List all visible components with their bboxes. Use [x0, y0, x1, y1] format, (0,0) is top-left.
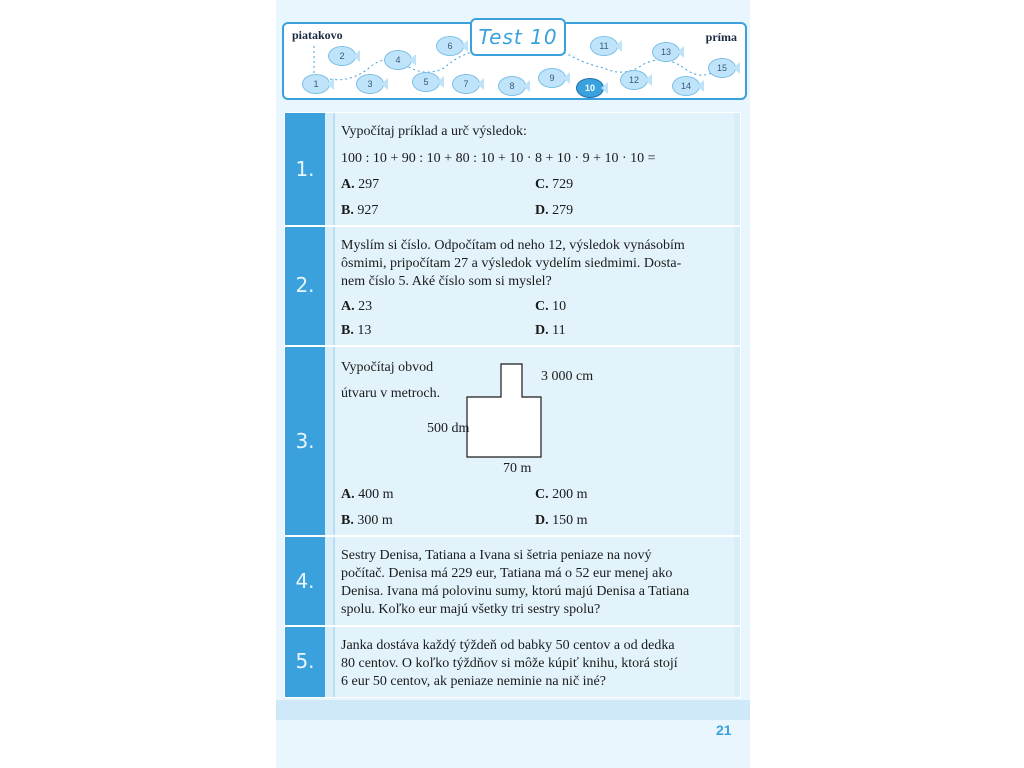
question-5 [284, 626, 741, 698]
test-progress-banner [282, 22, 747, 100]
question-1 [284, 112, 741, 226]
footer-bar [276, 700, 750, 720]
answer-b: B. 300 m [341, 513, 393, 528]
question-text-line: útvaru v metroch. [341, 386, 441, 401]
step-fish-1: 1 [302, 74, 334, 94]
step-fish-7: 7 [452, 74, 484, 94]
test-title: Test 10 [470, 18, 566, 56]
level-right-label: príma [705, 30, 737, 44]
question-text-line: Denisa. Ivana má polovinu sumy, ktorú majú Denisa a Tatiana [341, 584, 690, 599]
step-fish-10-current: 10 [576, 78, 608, 98]
step-fish-3: 3 [356, 74, 388, 94]
question-text-line: počítač. Denisa má 229 eur, Tatiana má o 52 eur menej ako [341, 566, 673, 581]
question-number: 1. [295, 157, 315, 181]
question-text-line: 80 centov. O koľko týždňov si môže kúpiť knihu, ktorá stojí [341, 656, 678, 671]
step-fish-15: 15 [708, 58, 740, 78]
question-2 [284, 226, 741, 346]
question-text-line: ôsmimi, pripočítam 27 a výsledok vydelím siedmimi. Dosta- [341, 256, 682, 271]
question-text-line: Vypočítaj obvod [341, 360, 434, 375]
question-text-line: Myslím si číslo. Odpočítam od neho 12, výsledok vynásobím [341, 238, 685, 253]
question-text-line: Janka dostáva každý týždeň od babky 50 centov a od dedka [341, 638, 675, 653]
answer-c: C. 10 [535, 299, 567, 314]
answer-c: C. 200 m [535, 487, 588, 502]
question-text-line: spolu. Koľko eur majú všetky tri sestry spolu? [341, 602, 601, 617]
answer-a: A. 400 m [341, 487, 394, 502]
step-fish-5: 5 [412, 72, 444, 92]
question-number: 5. [295, 649, 315, 673]
question-text-line: Sestry Denisa, Tatiana a Ivana si šetria peniaze na nový [341, 548, 652, 563]
step-fish-14: 14 [672, 76, 704, 96]
step-fish-6: 6 [436, 36, 468, 56]
figure-left-label: 500 dm [427, 421, 470, 436]
level-left-label: piatakovo [292, 28, 343, 42]
question-expression: 100 : 10 + 90 : 10 + 80 : 10 + 10 · 8 + 10 · 9 + 10 · 10 = [341, 151, 656, 166]
question-number: 2. [295, 273, 315, 297]
question-4 [284, 536, 741, 626]
answer-b: B. 13 [341, 323, 372, 338]
question-3 [284, 346, 741, 536]
answer-c: C. 729 [535, 177, 574, 192]
answer-d: D. 150 m [535, 513, 588, 528]
answer-d: D. 279 [535, 203, 574, 218]
step-fish-2: 2 [328, 46, 360, 66]
question-number: 3. [295, 429, 315, 453]
step-fish-9: 9 [538, 68, 570, 88]
step-fish-4: 4 [384, 50, 416, 70]
answer-a: A. 297 [341, 177, 380, 192]
question-text-line: nem číslo 5. Aké číslo som si myslel? [341, 274, 552, 289]
step-fish-13: 13 [652, 42, 684, 62]
step-fish-8: 8 [498, 76, 530, 96]
answer-a: A. 23 [341, 299, 373, 314]
question-text-line: 6 eur 50 centov, ak peniaze neminie na nič iné? [341, 674, 606, 689]
question-text: Vypočítaj príklad a urč výsledok: [341, 124, 527, 139]
step-fish-11: 11 [590, 36, 622, 56]
answer-b: B. 927 [341, 203, 379, 218]
answer-d: D. 11 [535, 323, 566, 338]
figure-top-label: 3 000 cm [541, 369, 594, 384]
question-number: 4. [295, 569, 315, 593]
page-number: 21 [716, 722, 732, 738]
step-fish-12: 12 [620, 70, 652, 90]
figure-bottom-label: 70 m [503, 461, 532, 476]
